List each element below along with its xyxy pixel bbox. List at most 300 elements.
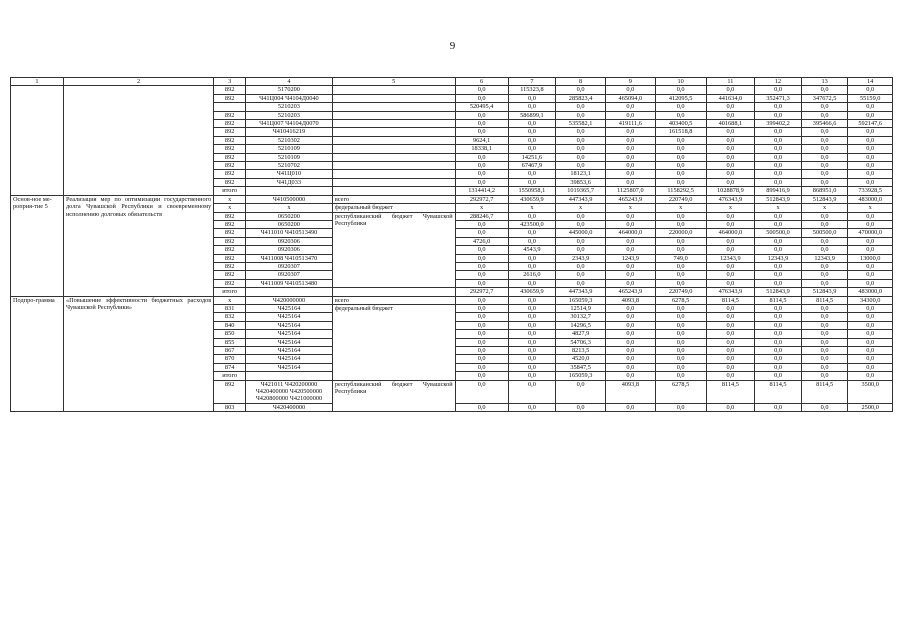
value-cell: 0,0 bbox=[755, 145, 802, 153]
value-cell: 0,0 bbox=[801, 372, 848, 380]
value-cell: x bbox=[848, 204, 893, 212]
value-cell: 0,0 bbox=[605, 153, 655, 161]
value-cell: 0,0 bbox=[801, 271, 848, 279]
value-cell: 0,0 bbox=[655, 313, 706, 321]
value-cell: 0,0 bbox=[848, 128, 893, 136]
value-cell: 0,0 bbox=[755, 178, 802, 186]
value-cell: x bbox=[706, 204, 755, 212]
value-cell: 0,0 bbox=[848, 178, 893, 186]
value-cell: 0,0 bbox=[556, 86, 606, 94]
value-cell: 0,0 bbox=[655, 145, 706, 153]
value-cell: 0,0 bbox=[801, 313, 848, 321]
value-cell: 0,0 bbox=[455, 313, 508, 321]
value-cell: 441634,0 bbox=[706, 94, 755, 102]
value-cell: 0,0 bbox=[556, 262, 606, 270]
grbs-cell: 892 bbox=[214, 220, 246, 228]
value-cell: 0,0 bbox=[706, 321, 755, 329]
code-cell: Ч425164 bbox=[246, 304, 333, 312]
value-cell: 0,0 bbox=[848, 153, 893, 161]
value-cell: 0,0 bbox=[706, 403, 755, 411]
program-label-cell bbox=[11, 86, 64, 195]
value-cell: 0,0 bbox=[508, 136, 556, 144]
grbs-cell: итого bbox=[214, 187, 246, 195]
value-cell: 0,0 bbox=[605, 321, 655, 329]
code-cell: Ч411008 Ч410513470 bbox=[246, 254, 333, 262]
value-cell: 0,0 bbox=[556, 271, 606, 279]
grbs-cell: 892 bbox=[214, 145, 246, 153]
value-cell: 0,0 bbox=[455, 128, 508, 136]
program-name-cell bbox=[63, 86, 213, 195]
value-cell: 3500,0 bbox=[848, 380, 893, 403]
value-cell: 0,0 bbox=[605, 103, 655, 111]
value-cell: 0,0 bbox=[848, 372, 893, 380]
value-cell: 0,0 bbox=[755, 313, 802, 321]
value-cell: 520495,4 bbox=[455, 103, 508, 111]
value-cell: 0,0 bbox=[706, 246, 755, 254]
code-cell bbox=[246, 187, 333, 195]
grbs-cell: 892 bbox=[214, 279, 246, 287]
value-cell: 0,0 bbox=[605, 338, 655, 346]
value-cell: 0,0 bbox=[755, 128, 802, 136]
value-cell: 0,0 bbox=[848, 237, 893, 245]
value-cell: 12343,9 bbox=[706, 254, 755, 262]
value-cell: 0,0 bbox=[706, 363, 755, 371]
value-cell: x bbox=[655, 204, 706, 212]
grbs-cell: x bbox=[214, 296, 246, 304]
value-cell: 500500,0 bbox=[801, 229, 848, 237]
code-cell: 5170200 bbox=[246, 86, 333, 94]
value-cell: 1158292,5 bbox=[655, 187, 706, 195]
value-cell: 39853,6 bbox=[556, 178, 606, 186]
grbs-cell: 892 bbox=[214, 212, 246, 220]
value-cell: 0,0 bbox=[605, 330, 655, 338]
code-cell: x bbox=[246, 204, 333, 212]
header-cell: 14 bbox=[848, 78, 893, 86]
value-cell: 0,0 bbox=[801, 86, 848, 94]
value-cell: 0,0 bbox=[605, 304, 655, 312]
value-cell: 419111,6 bbox=[605, 120, 655, 128]
value-cell: 0,0 bbox=[801, 338, 848, 346]
value-cell: 13000,0 bbox=[848, 254, 893, 262]
source-cell: республиканский бюджет Чувашской Республики bbox=[332, 212, 455, 288]
source-cell: республиканский бюджет Чувашской Республики bbox=[332, 380, 455, 412]
value-cell: x bbox=[556, 204, 606, 212]
value-cell: 0,0 bbox=[755, 372, 802, 380]
value-cell: 0,0 bbox=[605, 237, 655, 245]
value-cell: 0,0 bbox=[706, 220, 755, 228]
value-cell: 0,0 bbox=[605, 136, 655, 144]
value-cell: 0,0 bbox=[755, 237, 802, 245]
value-cell: 4543,9 bbox=[508, 246, 556, 254]
value-cell: 0,0 bbox=[848, 262, 893, 270]
value-cell: 0,0 bbox=[655, 403, 706, 411]
value-cell: 0,0 bbox=[508, 355, 556, 363]
source-cell bbox=[332, 178, 455, 186]
value-cell: 0,0 bbox=[706, 170, 755, 178]
value-cell: x bbox=[755, 204, 802, 212]
value-cell: 0,0 bbox=[605, 111, 655, 119]
value-cell: 0,0 bbox=[455, 372, 508, 380]
value-cell: 12343,9 bbox=[755, 254, 802, 262]
source-cell bbox=[332, 162, 455, 170]
value-cell: 0,0 bbox=[508, 229, 556, 237]
code-cell: Ч425164 bbox=[246, 338, 333, 346]
value-cell: 0,0 bbox=[755, 355, 802, 363]
value-cell: 0,0 bbox=[848, 145, 893, 153]
value-cell: 8114,5 bbox=[755, 296, 802, 304]
value-cell: 0,0 bbox=[801, 347, 848, 355]
value-cell: 0,0 bbox=[655, 330, 706, 338]
value-cell: 0,0 bbox=[706, 153, 755, 161]
grbs-cell: 874 bbox=[214, 363, 246, 371]
header-cell: 5 bbox=[332, 78, 455, 86]
value-cell: 464000,0 bbox=[605, 229, 655, 237]
value-cell: 0,0 bbox=[655, 372, 706, 380]
value-cell: 401688,1 bbox=[706, 120, 755, 128]
code-cell: 5210109 bbox=[246, 145, 333, 153]
value-cell: 0,0 bbox=[848, 212, 893, 220]
value-cell: 0,0 bbox=[848, 304, 893, 312]
value-cell: 347672,5 bbox=[801, 94, 848, 102]
value-cell: 0,0 bbox=[801, 178, 848, 186]
program-label-cell: Подпро-грамма bbox=[11, 296, 64, 412]
value-cell: 0,0 bbox=[455, 271, 508, 279]
value-cell: 0,0 bbox=[801, 170, 848, 178]
code-cell: Ч425164 bbox=[246, 355, 333, 363]
value-cell: 0,0 bbox=[801, 237, 848, 245]
grbs-cell: x bbox=[214, 204, 246, 212]
source-cell: федеральный бюджет bbox=[332, 204, 455, 212]
value-cell: 4726,0 bbox=[455, 237, 508, 245]
value-cell: 0,0 bbox=[801, 279, 848, 287]
value-cell: 2500,0 bbox=[848, 403, 893, 411]
value-cell: 0,0 bbox=[605, 313, 655, 321]
value-cell: 35847,5 bbox=[556, 363, 606, 371]
value-cell: 0,0 bbox=[801, 304, 848, 312]
value-cell: 0,0 bbox=[801, 111, 848, 119]
value-cell: 0,0 bbox=[455, 120, 508, 128]
value-cell: 0,0 bbox=[848, 220, 893, 228]
value-cell: 220749,0 bbox=[655, 195, 706, 203]
code-cell: Ч420000000 bbox=[246, 296, 333, 304]
table-row bbox=[11, 296, 893, 304]
value-cell: 470000,0 bbox=[848, 229, 893, 237]
value-cell: 0,0 bbox=[706, 271, 755, 279]
value-cell: 0,0 bbox=[508, 128, 556, 136]
value-cell: 0,0 bbox=[755, 403, 802, 411]
value-cell: 749,0 bbox=[655, 254, 706, 262]
value-cell: 1019365,7 bbox=[556, 187, 606, 195]
value-cell: 0,0 bbox=[801, 153, 848, 161]
grbs-cell: 892 bbox=[214, 229, 246, 237]
value-cell: 0,0 bbox=[556, 153, 606, 161]
code-cell: Ч41Ц010 bbox=[246, 170, 333, 178]
value-cell: 0,0 bbox=[508, 103, 556, 111]
value-cell: 0,0 bbox=[706, 136, 755, 144]
value-cell: 0,0 bbox=[556, 237, 606, 245]
value-cell: 447343,9 bbox=[556, 195, 606, 203]
value-cell: 352471,3 bbox=[755, 94, 802, 102]
value-cell: 0,0 bbox=[508, 145, 556, 153]
value-cell: 0,0 bbox=[801, 330, 848, 338]
value-cell: 0,0 bbox=[655, 321, 706, 329]
value-cell: 0,0 bbox=[455, 170, 508, 178]
value-cell: 0,0 bbox=[755, 212, 802, 220]
program-name-cell: Реализация мер по оптимизации государственного долга Чувашской Республики и своевременному исполнению долговых обязательств bbox=[63, 195, 213, 296]
value-cell: 465094,0 bbox=[605, 94, 655, 102]
code-cell: Ч41Ц007 Ч4104Д0070 bbox=[246, 120, 333, 128]
value-cell: 0,0 bbox=[655, 363, 706, 371]
source-cell bbox=[332, 170, 455, 178]
grbs-cell: 892 bbox=[214, 254, 246, 262]
value-cell: x bbox=[508, 204, 556, 212]
value-cell: 0,0 bbox=[655, 178, 706, 186]
value-cell: 0,0 bbox=[848, 313, 893, 321]
grbs-cell: 892 bbox=[214, 170, 246, 178]
value-cell: 0,0 bbox=[508, 279, 556, 287]
grbs-cell: 892 bbox=[214, 111, 246, 119]
value-cell: 288246,7 bbox=[455, 212, 508, 220]
value-cell: 4827,9 bbox=[556, 330, 606, 338]
value-cell: 0,0 bbox=[706, 304, 755, 312]
value-cell: 430659,9 bbox=[508, 288, 556, 296]
value-cell: 0,0 bbox=[755, 103, 802, 111]
header-cell: 11 bbox=[706, 78, 755, 86]
value-cell: 0,0 bbox=[801, 103, 848, 111]
code-cell: Ч425164 bbox=[246, 347, 333, 355]
value-cell: 0,0 bbox=[655, 212, 706, 220]
value-cell: 0,0 bbox=[455, 296, 508, 304]
value-cell: 2343,9 bbox=[556, 254, 606, 262]
value-cell: 403400,5 bbox=[655, 120, 706, 128]
value-cell: 0,0 bbox=[508, 212, 556, 220]
grbs-cell: 892 bbox=[214, 128, 246, 136]
value-cell: 483000,0 bbox=[848, 195, 893, 203]
value-cell: 0,0 bbox=[455, 338, 508, 346]
grbs-cell: итого bbox=[214, 288, 246, 296]
value-cell: 2616,0 bbox=[508, 271, 556, 279]
value-cell: 412095,5 bbox=[655, 94, 706, 102]
value-cell: 0,0 bbox=[801, 355, 848, 363]
value-cell: 483000,0 bbox=[848, 288, 893, 296]
value-cell: 0,0 bbox=[508, 363, 556, 371]
value-cell: 8114,5 bbox=[706, 380, 755, 403]
value-cell: 0,0 bbox=[848, 111, 893, 119]
header-cell: 1 bbox=[11, 78, 64, 86]
value-cell: 1314414,2 bbox=[455, 187, 508, 195]
value-cell: 445000,0 bbox=[556, 229, 606, 237]
grbs-cell: 892 bbox=[214, 262, 246, 270]
value-cell: 0,0 bbox=[455, 304, 508, 312]
value-cell: 0,0 bbox=[556, 279, 606, 287]
value-cell: 165059,3 bbox=[556, 296, 606, 304]
value-cell: 18123,1 bbox=[556, 170, 606, 178]
value-cell: 220000,0 bbox=[655, 229, 706, 237]
header-cell: 7 bbox=[508, 78, 556, 86]
program-name-cell: «Повышение эффективности бюджетных расходов Чувашской Республики» bbox=[63, 296, 213, 412]
value-cell: 14251,6 bbox=[508, 153, 556, 161]
value-cell: 0,0 bbox=[455, 153, 508, 161]
value-cell: 0,0 bbox=[755, 321, 802, 329]
source-cell bbox=[332, 111, 455, 119]
value-cell: 4520,0 bbox=[556, 355, 606, 363]
value-cell: 0,0 bbox=[848, 347, 893, 355]
grbs-cell bbox=[214, 103, 246, 111]
header-cell: 8 bbox=[556, 78, 606, 86]
value-cell: 868951,0 bbox=[801, 187, 848, 195]
value-cell: 0,0 bbox=[508, 178, 556, 186]
value-cell: 0,0 bbox=[556, 403, 606, 411]
value-cell: 0,0 bbox=[455, 246, 508, 254]
value-cell: 0,0 bbox=[755, 338, 802, 346]
value-cell: 0,0 bbox=[508, 254, 556, 262]
value-cell: 0,0 bbox=[706, 111, 755, 119]
value-cell: 500500,0 bbox=[755, 229, 802, 237]
source-cell bbox=[332, 94, 455, 102]
value-cell: 0,0 bbox=[655, 271, 706, 279]
value-cell: 592147,6 bbox=[848, 120, 893, 128]
value-cell: x bbox=[801, 204, 848, 212]
value-cell: 0,0 bbox=[801, 145, 848, 153]
value-cell: 0,0 bbox=[801, 212, 848, 220]
value-cell: 0,0 bbox=[508, 304, 556, 312]
header-cell: 2 bbox=[63, 78, 213, 86]
code-cell: Ч41Д033 bbox=[246, 178, 333, 186]
code-cell: 0920307 bbox=[246, 262, 333, 270]
header-cell: 4 bbox=[246, 78, 333, 86]
value-cell: 733928,5 bbox=[848, 187, 893, 195]
value-cell: 161518,8 bbox=[655, 128, 706, 136]
value-cell: 512843,9 bbox=[755, 195, 802, 203]
code-cell: 0650200 bbox=[246, 212, 333, 220]
value-cell: 0,0 bbox=[706, 178, 755, 186]
value-cell: 8114,5 bbox=[801, 380, 848, 403]
value-cell: 0,0 bbox=[655, 136, 706, 144]
value-cell: 0,0 bbox=[508, 380, 556, 403]
value-cell: 0,0 bbox=[755, 162, 802, 170]
value-cell: 1028878,9 bbox=[706, 187, 755, 195]
value-cell: 0,0 bbox=[801, 128, 848, 136]
value-cell: 0,0 bbox=[605, 170, 655, 178]
value-cell: 0,0 bbox=[755, 304, 802, 312]
value-cell: 0,0 bbox=[801, 136, 848, 144]
source-cell bbox=[332, 187, 455, 195]
code-cell: Ч411010 Ч410513490 bbox=[246, 229, 333, 237]
value-cell: 0,0 bbox=[605, 347, 655, 355]
value-cell: 0,0 bbox=[455, 262, 508, 270]
value-cell: 0,0 bbox=[755, 246, 802, 254]
value-cell: 0,0 bbox=[706, 212, 755, 220]
code-cell: Ч420400000 bbox=[246, 403, 333, 411]
code-cell: 0650200 bbox=[246, 220, 333, 228]
header-cell: 12 bbox=[755, 78, 802, 86]
value-cell: 115323,8 bbox=[508, 86, 556, 94]
value-cell: 1243,9 bbox=[605, 254, 655, 262]
value-cell: 0,0 bbox=[556, 220, 606, 228]
value-cell: 0,0 bbox=[455, 94, 508, 102]
grbs-cell: 803 bbox=[214, 403, 246, 411]
value-cell: 0,0 bbox=[455, 330, 508, 338]
value-cell: 899416,9 bbox=[755, 187, 802, 195]
code-cell bbox=[246, 288, 333, 296]
source-cell bbox=[332, 120, 455, 128]
code-cell: Ч41Ц004 Ч4104Д0040 bbox=[246, 94, 333, 102]
grbs-cell: 892 bbox=[214, 237, 246, 245]
source-cell bbox=[332, 136, 455, 144]
value-cell: 0,0 bbox=[556, 136, 606, 144]
value-cell: 1125807,0 bbox=[605, 187, 655, 195]
value-cell: 0,0 bbox=[605, 220, 655, 228]
value-cell: 0,0 bbox=[605, 403, 655, 411]
source-cell bbox=[332, 153, 455, 161]
value-cell: 8114,5 bbox=[755, 380, 802, 403]
value-cell: 0,0 bbox=[655, 347, 706, 355]
value-cell: 0,0 bbox=[706, 128, 755, 136]
grbs-cell: 892 bbox=[214, 94, 246, 102]
value-cell: 476343,9 bbox=[706, 195, 755, 203]
value-cell: 0,0 bbox=[706, 237, 755, 245]
value-cell: 0,0 bbox=[755, 136, 802, 144]
budget-table bbox=[10, 77, 893, 412]
table-row bbox=[11, 86, 893, 94]
value-cell: 0,0 bbox=[706, 103, 755, 111]
value-cell: 0,0 bbox=[801, 403, 848, 411]
value-cell: 0,0 bbox=[556, 103, 606, 111]
code-cell: 0920307 bbox=[246, 271, 333, 279]
code-cell bbox=[246, 372, 333, 380]
value-cell: 0,0 bbox=[755, 86, 802, 94]
value-cell: 0,0 bbox=[605, 363, 655, 371]
value-cell: 8114,5 bbox=[706, 296, 755, 304]
value-cell: 0,0 bbox=[655, 162, 706, 170]
page-number: 9 bbox=[449, 40, 456, 52]
grbs-cell: 870 bbox=[214, 355, 246, 363]
value-cell: 0,0 bbox=[655, 304, 706, 312]
value-cell: 0,0 bbox=[556, 128, 606, 136]
source-cell bbox=[332, 288, 455, 296]
value-cell: 0,0 bbox=[755, 111, 802, 119]
value-cell: 0,0 bbox=[655, 153, 706, 161]
value-cell: 0,0 bbox=[508, 347, 556, 355]
value-cell: 0,0 bbox=[706, 262, 755, 270]
value-cell: 0,0 bbox=[801, 321, 848, 329]
value-cell: 0,0 bbox=[755, 262, 802, 270]
value-cell: x bbox=[455, 204, 508, 212]
code-cell: Ч411009 Ч410513480 bbox=[246, 279, 333, 287]
value-cell: 0,0 bbox=[848, 271, 893, 279]
grbs-cell: x bbox=[214, 195, 246, 203]
value-cell: 0,0 bbox=[706, 162, 755, 170]
value-cell: 0,0 bbox=[848, 86, 893, 94]
value-cell: 0,0 bbox=[706, 86, 755, 94]
value-cell: 6278,5 bbox=[655, 380, 706, 403]
value-cell: 0,0 bbox=[605, 271, 655, 279]
value-cell: 0,0 bbox=[605, 212, 655, 220]
value-cell: 0,0 bbox=[706, 355, 755, 363]
source-cell bbox=[332, 86, 455, 94]
grbs-cell: 892 bbox=[214, 178, 246, 186]
grbs-cell: 892 bbox=[214, 86, 246, 94]
value-cell: 0,0 bbox=[605, 178, 655, 186]
value-cell: 0,0 bbox=[508, 321, 556, 329]
value-cell: 430659,9 bbox=[508, 195, 556, 203]
value-cell: 0,0 bbox=[508, 262, 556, 270]
header-cell: 6 bbox=[455, 78, 508, 86]
value-cell: 0,0 bbox=[848, 321, 893, 329]
grbs-cell: 850 bbox=[214, 330, 246, 338]
value-cell: 285823,4 bbox=[556, 94, 606, 102]
value-cell: 0,0 bbox=[755, 279, 802, 287]
